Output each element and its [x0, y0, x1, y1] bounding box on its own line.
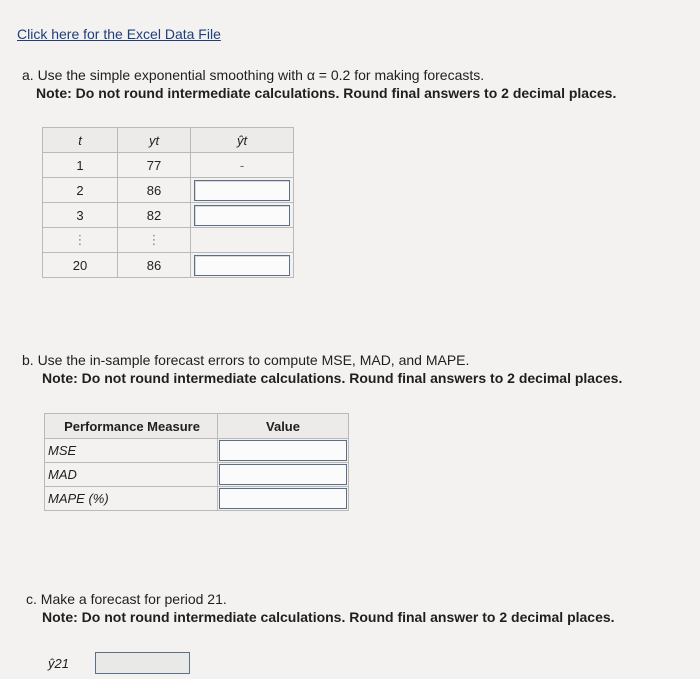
forecast-table: [42, 127, 294, 278]
cell-y: 82: [118, 203, 191, 228]
measure-mse-label: MSE: [45, 439, 218, 463]
forecast-21-input[interactable]: [95, 652, 190, 674]
table-header-row: [43, 128, 294, 153]
table-row: [43, 178, 294, 203]
part-c-instruction-block: [26, 590, 615, 626]
table-row: [43, 203, 294, 228]
yhat-input-period-3[interactable]: [194, 205, 290, 226]
header-performance-measure: Performance Measure: [45, 414, 218, 439]
mad-input[interactable]: [219, 464, 347, 485]
table-row: [45, 463, 349, 487]
cell-t: ⋮: [43, 228, 118, 253]
yhat-input-period-2[interactable]: [194, 180, 290, 201]
yhat-input-period-20[interactable]: [194, 255, 290, 276]
header-t: t: [43, 128, 118, 153]
part-b-note: Note: Do not round intermediate calculations. Round final answers to 2 decimal places.: [42, 370, 623, 386]
table-row: [43, 153, 294, 178]
part-a-note: Note: Do not round intermediate calculations. Round final answers to 2 decimal places.: [36, 85, 617, 101]
forecast-21-label: ŷ21: [48, 655, 69, 671]
part-a-instruction: a. Use the simple exponential smoothing with α = 0.2 for making forecasts.: [22, 67, 485, 83]
forecast-21-row: [44, 652, 190, 674]
cell-y: ⋮: [118, 228, 191, 253]
cell-t: 20: [43, 253, 118, 278]
cell-yhat: -: [191, 153, 294, 178]
table-row: [45, 487, 349, 511]
part-b-instruction: b. Use the in-sample forecast errors to compute MSE, MAD, and MAPE.: [22, 352, 470, 368]
part-a-instruction-block: [22, 66, 616, 102]
cell-t: 3: [43, 203, 118, 228]
measure-mad-label: MAD: [45, 463, 218, 487]
excel-data-link[interactable]: Click here for the Excel Data File: [17, 26, 221, 42]
cell-t: 1: [43, 153, 118, 178]
cell-y: 86: [118, 178, 191, 203]
mse-input[interactable]: [219, 440, 347, 461]
measure-mape-label: MAPE (%): [45, 487, 218, 511]
part-c-note: Note: Do not round intermediate calculations. Round final answer to 2 decimal places.: [42, 609, 615, 625]
cell-t: 2: [43, 178, 118, 203]
cell-y: 77: [118, 153, 191, 178]
part-c-instruction: c. Make a forecast for period 21.: [26, 591, 227, 607]
part-b-instruction-block: [22, 351, 622, 387]
table-row: [43, 228, 294, 253]
header-yhat: ŷt: [191, 128, 294, 153]
header-yt: yt: [118, 128, 191, 153]
mape-input[interactable]: [219, 488, 347, 509]
table-header-row: [45, 414, 349, 439]
performance-table: [44, 413, 349, 511]
cell-y: 86: [118, 253, 191, 278]
table-row: [43, 253, 294, 278]
table-row: [45, 439, 349, 463]
header-value: Value: [218, 414, 349, 439]
